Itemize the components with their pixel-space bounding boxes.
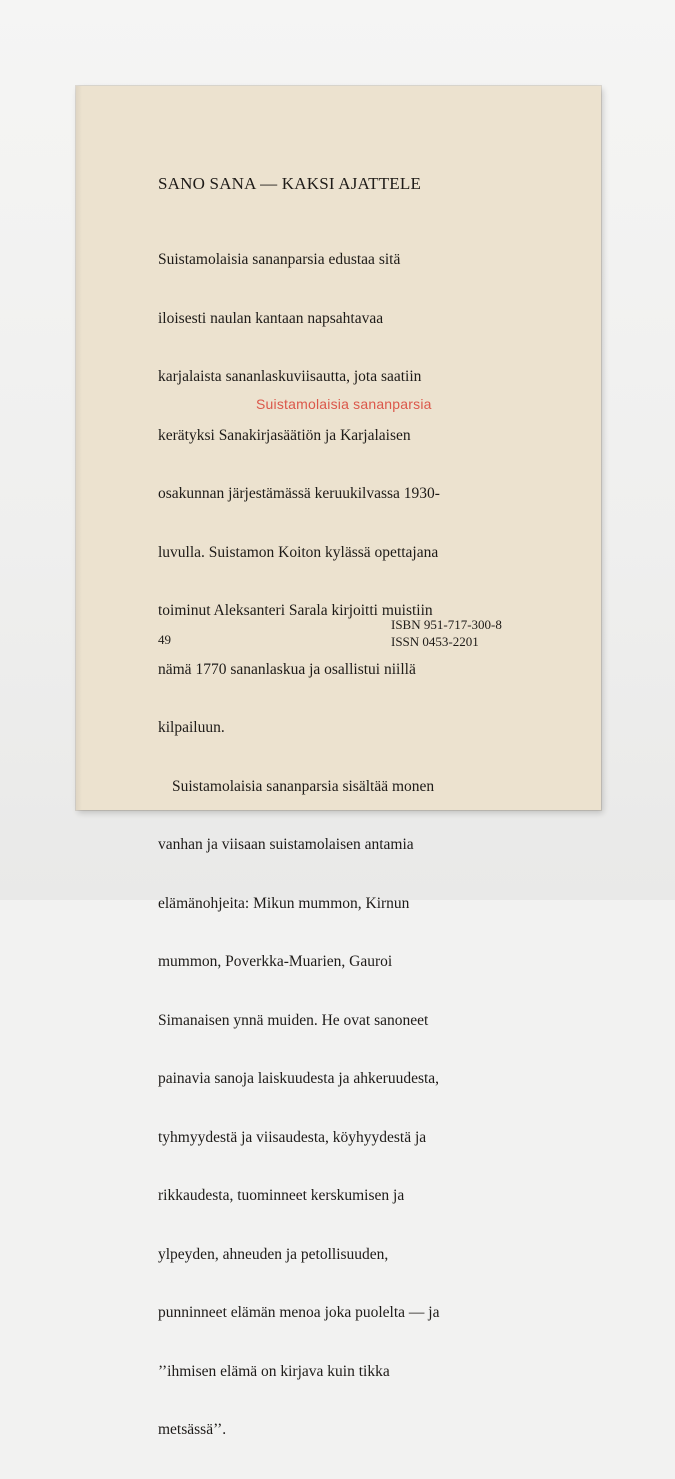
blurb-line: mummon, Poverkka-Muarien, Gauroi [158,953,393,970]
blurb-line: osakunnan järjestämässä keruukilvassa 1930- [158,485,440,502]
blurb-line: elämänohjeita: Mikun mummon, Kirnun [158,894,410,912]
isbn-text: ISBN 951-717-300-8 [391,617,502,632]
series-number: 49 [158,632,171,647]
blurb-line: ’’ihmisen elämä on kirjava kuin tikka [158,1362,390,1380]
blurb-line: Suistamolaisia sananparsia sisältää monen [172,777,435,795]
blurb-line: toiminut Aleksanteri Sarala kirjoitti muistiin [158,602,433,619]
blurb-line: iloisesti naulan kantaan napsahtavaa [158,309,384,327]
blurb-line: metsässä’’. [158,1421,227,1438]
blurb-line: karjalaista sananlaskuviisautta, jota saatiin [158,368,422,385]
blurb-line: kerätyksi Sanakirjasäätiön ja Karjalaisen [158,426,411,444]
blurb-line: Suistamolaisia sananparsia edustaa sitä [158,251,401,268]
cover-title: SANO SANA — KAKSI AJATTELE [158,174,422,193]
isbn-block [391,616,502,650]
blurb-line: vanhan ja viisaan suistamolaisen antamia [158,836,414,853]
blurb-line: kilpailuun. [158,719,225,736]
watermark-overlay: Suistamolaisia sananparsia [256,396,432,412]
blurb-line: painavia sanoja laiskuudesta ja ahkeruudesta, [158,1070,440,1087]
blurb-line: rikkaudesta, tuominneet kerskumisen ja [158,1187,405,1204]
blurb-line: punninneet elämän menoa joka puolelta — ja [158,1304,440,1321]
blurb-line: ylpeyden, ahneuden ja petollisuuden, [158,1245,389,1263]
blurb-line: nämä 1770 sananlaskua ja osallistui niillä [158,660,416,678]
issn-text: ISSN 0453-2201 [391,634,479,649]
blurb-line: tyhmyydestä ja viisaudesta, köyhyydestä ja [158,1128,427,1146]
blurb-line: Simanaisen ynnä muiden. He ovat sanoneet [158,1011,429,1029]
book-back-cover [76,86,601,1438]
blurb-line: luvulla. Suistamon Koiton kylässä opettajana [158,543,439,561]
